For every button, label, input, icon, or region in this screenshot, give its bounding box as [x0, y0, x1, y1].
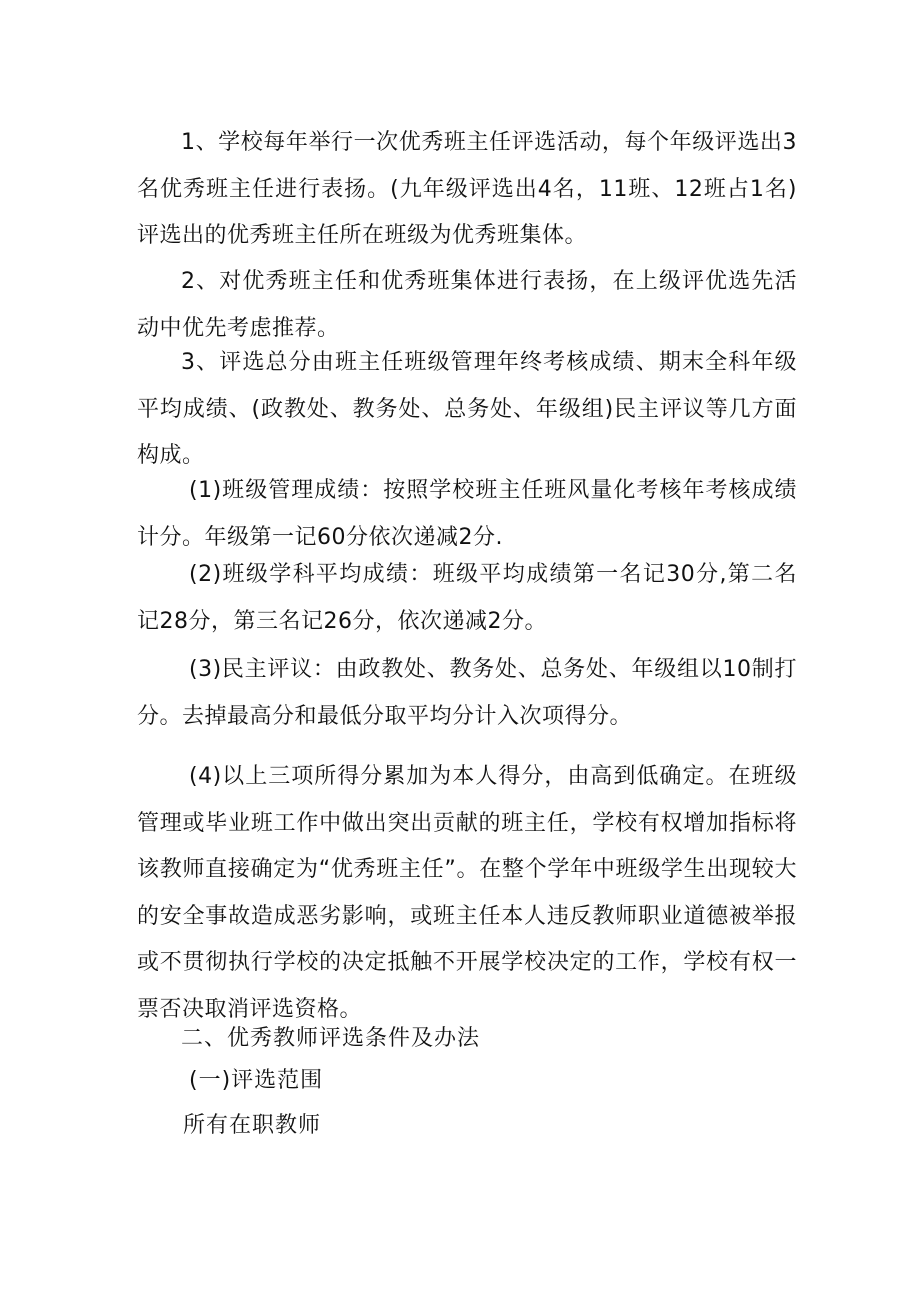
paragraph-3-item-1: (1)班级管理成绩：按照学校班主任班风量化考核年考核成绩计分。年级第一记60分依次递减2分. [137, 478, 797, 550]
paragraph-3: 3、评选总分由班主任班级管理年终考核成绩、期末全科年级平均成绩、(政教处、教务处、总务处、年级组)民主评议等几方面构成。 [137, 350, 797, 468]
paragraph-2: 2、对优秀班主任和优秀班集体进行表扬，在上级评优选先活动中优先考虑推荐。 [137, 269, 797, 341]
paragraph-1: 1、学校每年举行一次优秀班主任评选活动，每个年级评选出3名优秀班主任进行表扬。(九年级评选出4名，11班、12班占1名)评选出的优秀班主任所在班级为优秀班集体。 [137, 130, 797, 248]
section-heading: 二、优秀教师评选条件及办法 [181, 1026, 481, 1051]
scope-text: 所有在职教师 [183, 1113, 322, 1138]
paragraph-3-item-4: (4)以上三项所得分累加为本人得分，由高到低确定。在班级管理或毕业班工作中做出突出贡献的班主任，学校有权增加指标将该教师直接确定为“优秀班主任”。在整个学年中班级学生出现较大的安全事故造成恶劣影响，或班主任本人违反教师职业道德被举报或不贯彻执行学校的决定抵触不开展学校决定的工作，学校有权一票否决取消评选资格。 [137, 764, 797, 1022]
sub-heading: (一)评选范围 [189, 1068, 324, 1093]
paragraph-3-item-3: (3)民主评议：由政教处、教务处、总务处、年级组以10制打分。去掉最高分和最低分取平均分计入次项得分。 [137, 657, 797, 729]
paragraph-3-item-2: (2)班级学科平均成绩：班级平均成绩第一名记30分,第二名记28分，第三名记26分，依次递减2分。 [137, 562, 797, 634]
